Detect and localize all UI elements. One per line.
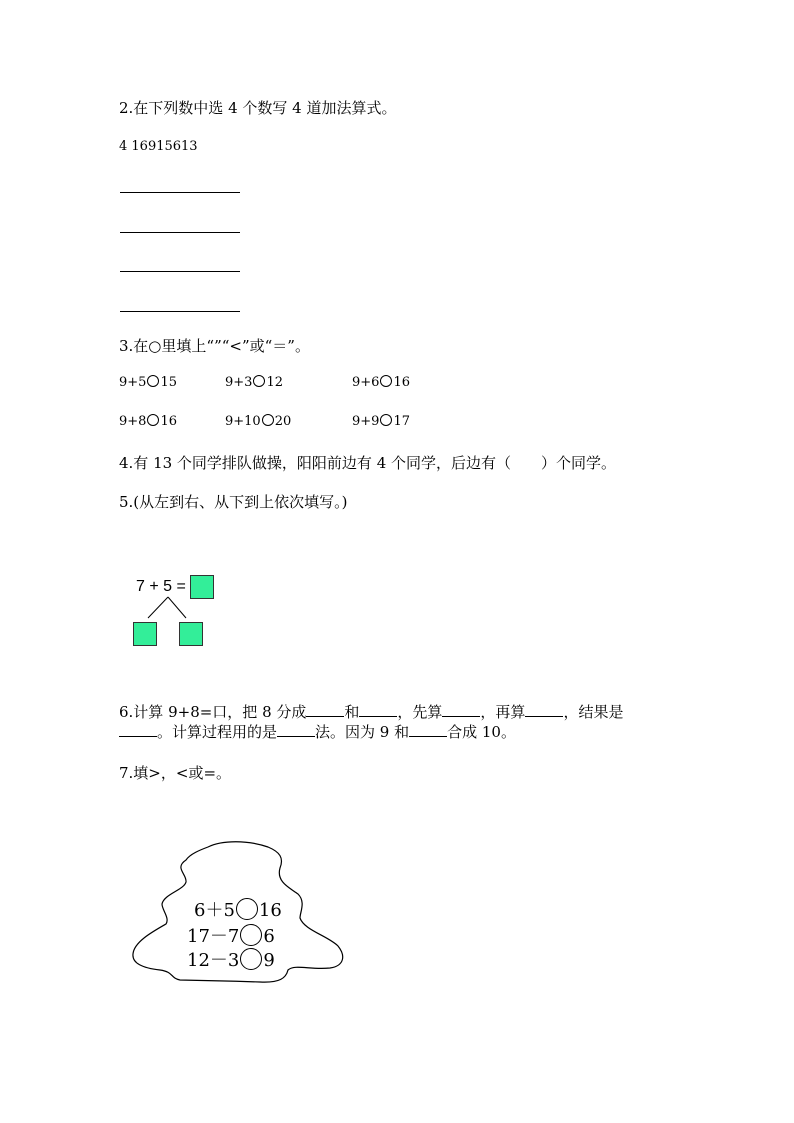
blank[interactable] <box>306 701 344 717</box>
q6-text: 。计算过程用的是 <box>157 723 278 741</box>
q3-right: 15 <box>160 375 177 390</box>
q2-numbers: 4 16915613 <box>119 139 198 154</box>
q6-text: ，结果是 <box>563 703 624 721</box>
q5-title: 5.(从左到右、从下到上依次填写。) <box>119 493 348 511</box>
q4-text: 4.有 13 个同学排队做操，阳阳前边有 4 个同学，后边有（ ）个同学。 <box>119 454 617 472</box>
q6-line-2 <box>119 721 516 742</box>
q7-row <box>187 946 275 972</box>
blank[interactable] <box>409 721 447 737</box>
q7-row <box>194 896 282 922</box>
answer-line-4[interactable] <box>120 311 240 312</box>
q6-text: 合成 10。 <box>447 723 516 741</box>
q7-right: 9 <box>263 950 275 971</box>
compare-circle[interactable] <box>262 414 274 426</box>
q6-text: 6.计算 9+8=口，把 8 分成 <box>119 703 307 721</box>
q7-row <box>187 922 275 948</box>
answer-box-part-left[interactable] <box>133 622 157 646</box>
q3-left: 9+10 <box>225 414 261 429</box>
q3-right: 12 <box>266 375 283 390</box>
q7-left: 6＋5 <box>194 900 235 921</box>
q3-left: 9+5 <box>119 375 147 390</box>
q7-left: 17－7 <box>187 926 240 947</box>
blank[interactable] <box>119 721 157 737</box>
q6-text: 法。因为 9 和 <box>315 723 410 741</box>
answer-line-2[interactable] <box>120 232 240 233</box>
q3-left: 9+9 <box>352 414 380 429</box>
compare-circle[interactable] <box>147 414 159 426</box>
split-lines <box>140 595 200 620</box>
q3-right: 16 <box>393 375 410 390</box>
compare-circle[interactable] <box>253 375 265 387</box>
blank[interactable] <box>359 701 397 717</box>
q7-left: 12－3 <box>187 950 240 971</box>
q3-item <box>119 414 177 429</box>
q6-text: 和 <box>344 703 360 721</box>
answer-line-1[interactable] <box>120 192 240 193</box>
compare-circle[interactable] <box>236 898 258 920</box>
compare-circle[interactable] <box>240 948 262 970</box>
q3-left: 9+3 <box>225 375 253 390</box>
blank[interactable] <box>277 721 315 737</box>
q3-right: 17 <box>393 414 410 429</box>
q3-item <box>225 414 291 429</box>
q3-item <box>352 414 410 429</box>
q6-text: ，先算 <box>397 703 443 721</box>
q7-title: 7.填>，<或=。 <box>119 764 232 782</box>
q3-item <box>119 375 177 390</box>
compare-circle[interactable] <box>147 375 159 387</box>
q3-left: 9+8 <box>119 414 147 429</box>
q3-right: 16 <box>160 414 177 429</box>
q3-title: 3.在○里填上“”“<”或“＝”。 <box>119 337 310 355</box>
q5-equation: 7 + 5 = <box>136 578 186 595</box>
q6-line-1 <box>119 701 623 722</box>
compare-circle[interactable] <box>380 375 392 387</box>
q3-left: 9+6 <box>352 375 380 390</box>
blank[interactable] <box>442 701 480 717</box>
q3-right: 20 <box>274 414 292 429</box>
q3-item <box>225 375 283 390</box>
blank[interactable] <box>525 701 563 717</box>
q3-item <box>352 375 410 390</box>
compare-circle[interactable] <box>240 924 262 946</box>
q2-title: 2.在下列数中选 4 个数写 4 道加法算式。 <box>119 99 397 117</box>
answer-line-3[interactable] <box>120 271 240 272</box>
answer-box-part-right[interactable] <box>179 622 203 646</box>
compare-circle[interactable] <box>380 414 392 426</box>
q7-right: 6 <box>263 926 275 947</box>
q6-text: ，再算 <box>480 703 526 721</box>
q7-right: 16 <box>258 900 282 921</box>
